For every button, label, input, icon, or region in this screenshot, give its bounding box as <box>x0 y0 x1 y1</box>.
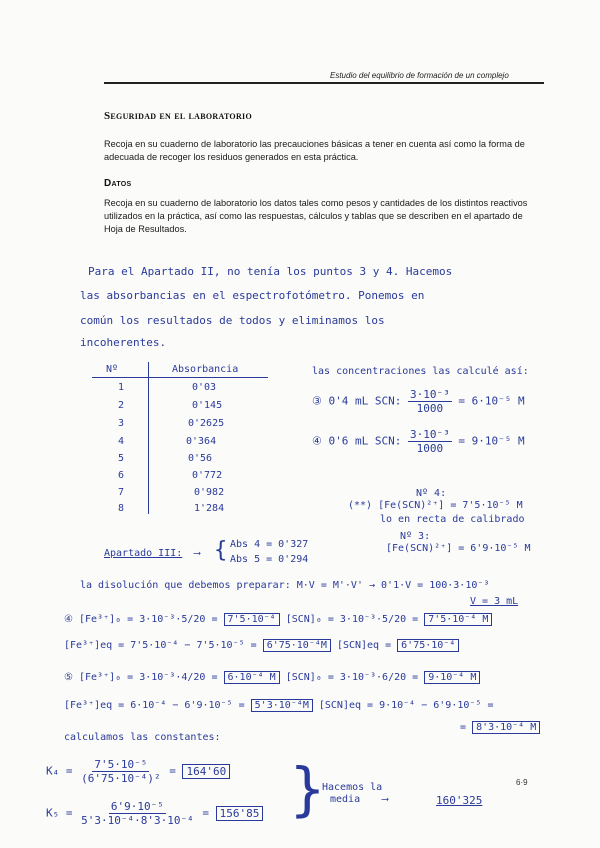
calc-text: [SCN]₀ = 3·10⁻³·6/20 = <box>285 672 419 683</box>
hw-conc-4 <box>312 428 525 455</box>
brace-icon: } <box>290 755 325 823</box>
hw-dilution-result: V = 3 mL <box>470 596 519 607</box>
table-cell-n: 2 <box>118 400 125 411</box>
conc-left: 0'4 mL SCN: <box>328 394 402 408</box>
heading-datos: Datos <box>104 178 132 189</box>
calc-result-box: 7'5·10⁻⁴ <box>224 613 280 626</box>
conc-left: 0'6 mL SCN: <box>328 434 402 448</box>
hw-intro-3: común los resultados de todos y eliminamos los <box>80 314 385 327</box>
page-number: 6·9 <box>516 778 528 787</box>
hw-calc4-line1 <box>64 614 492 625</box>
calc-result-box: 5'3·10⁻⁴M <box>251 699 313 712</box>
frac-denominator: 1000 <box>416 442 444 455</box>
hw-note-a: Nº 4: <box>416 488 447 499</box>
conc-number: ③ <box>312 394 322 408</box>
conc-result: = 9·10⁻⁵ M <box>458 434 525 448</box>
k5-label: K₅ = <box>46 806 73 820</box>
hw-conc-3 <box>312 388 525 415</box>
frac-numerator: 3·10⁻³ <box>409 428 450 441</box>
hw-abs5: Abs 5 = 0'294 <box>230 554 309 565</box>
conc-fraction <box>408 428 452 455</box>
heading-seguridad: Seguridad en el laboratorio <box>104 110 252 122</box>
hw-abs4: Abs 4 = 0'327 <box>230 539 309 550</box>
calc-number: ④ <box>64 614 73 625</box>
table-cell-n: 1 <box>118 382 125 393</box>
calc-text: [SCN]eq = 9·10⁻⁴ − 6'9·10⁻⁵ = <box>318 700 494 711</box>
frac-denominator: (6'75·10⁻⁴)² <box>81 772 161 785</box>
calc-result-box: 9·10⁻⁴ M <box>424 671 480 684</box>
hw-note-b: (**) [Fe(SCN)²⁺] = 7'5·10⁻⁵ M <box>348 500 523 511</box>
conc-number: ④ <box>312 434 322 448</box>
table-column-line <box>148 362 149 514</box>
calc-result-box: 6'75·10⁻⁴M <box>263 639 331 652</box>
hw-calc4-line2 <box>64 640 459 651</box>
paragraph-seguridad: Recoja en su cuaderno de laboratorio las precauciones básicas a tener en cuenta así como la forma de adecuada de recoger los residuos generados en esta práctica. <box>104 139 525 162</box>
table-cell-abs: 0'03 <box>192 382 217 393</box>
hw-intro-1: Para el Apartado II, no tenía los puntos 3 y 4. Hacemos <box>88 265 453 278</box>
table-cell-abs: 0'364 <box>186 436 217 447</box>
table-cell-n: 6 <box>118 470 125 481</box>
calc-text: [SCN]eq = <box>336 640 392 651</box>
calc-text: [Fe³⁺]₀ = 3·10⁻³·4/20 = <box>79 672 218 683</box>
hw-dilution: la disolución que debemos preparar: M·V = M'·V' → 0'1·V = 100·3·10⁻³ <box>80 580 490 591</box>
frac-denominator: 5'3·10⁻⁴·8'3·10⁻⁴ <box>81 814 194 827</box>
table-cell-n: 3 <box>118 418 125 429</box>
hw-calc5-line2 <box>64 700 493 711</box>
hw-note-d: Nº 3: <box>400 531 431 542</box>
calc-number: ⑤ <box>64 672 73 683</box>
calc-result-box: 6'75·10⁻⁴ <box>397 639 459 652</box>
k4-value-box: 164'60 <box>182 764 230 779</box>
calc-text: [Fe³⁺]₀ = 3·10⁻³·5/20 = <box>79 614 218 625</box>
k5-value-box: 156'85 <box>216 806 264 821</box>
conc-fraction <box>408 388 452 415</box>
table-cell-n: 7 <box>118 487 125 498</box>
hw-intro-4: incoherentes. <box>80 336 167 349</box>
frac-numerator: 6'9·10⁻⁵ <box>110 800 164 813</box>
table-cell-abs: 0'2625 <box>188 418 225 429</box>
hw-k5: K₅ = $\frac{\text{6'9·10⁻⁵}}{\text{5'3·10⁻⁴·8'3·10⁻⁴}}$ = 156'85 <box>46 800 263 827</box>
header-rule <box>104 82 544 84</box>
hw-media-value: 160'325 <box>436 794 483 807</box>
conc-result: = 6·10⁻⁵ M <box>458 394 525 408</box>
table-header-abs: Absorbancia <box>172 364 239 375</box>
hw-conc-title: las concentraciones las calculé así: <box>312 366 529 377</box>
hw-media-label-1: Hacemos la <box>322 782 383 793</box>
arrow-icon: ⟶ <box>382 794 389 805</box>
paragraph-datos: Recoja en su cuaderno de laboratorio los datos tales como pesos y cantidades de los distintos reactivos utilizados en la práctica, así como las respuestas, cálculos y tablas que se describen en el apartado de Hoja de Resultados. <box>104 198 528 234</box>
table-cell-abs: 0'145 <box>192 400 223 411</box>
table-header-line <box>92 377 268 378</box>
arrow-icon: ⟶ <box>194 548 201 559</box>
k4-fraction <box>79 758 162 785</box>
hw-apartado3-label: Apartado III: <box>104 548 183 559</box>
table-cell-n: 8 <box>118 503 125 514</box>
frac-numerator: 3·10⁻³ <box>409 388 450 401</box>
calc-result-box: 6·10⁻⁴ M <box>224 671 280 684</box>
frac-numerator: 7'5·10⁻⁵ <box>94 758 148 771</box>
hw-calc5-line3: = 8'3·10⁻⁴ M <box>460 722 540 733</box>
table-cell-n: 4 <box>118 436 125 447</box>
calc-text: [Fe³⁺]eq = 7'5·10⁻⁴ − 7'5·10⁻⁵ = <box>64 640 257 651</box>
k5-fraction <box>79 800 196 827</box>
table-cell-abs: 1'284 <box>194 503 225 514</box>
running-title: Estudio del equilibrio de formación de un complejo <box>330 71 509 80</box>
table-cell-n: 5 <box>118 453 125 464</box>
calc-text: [Fe³⁺]eq = 6·10⁻⁴ − 6'9·10⁻⁵ = <box>64 700 245 711</box>
calc-result-box: 7'5·10⁻⁴ M <box>424 613 492 626</box>
hw-calc5-line1 <box>64 672 480 683</box>
calc-result-box: 8'3·10⁻⁴ M <box>472 721 540 734</box>
k4-label: K₄ = <box>46 764 73 778</box>
brace-icon: { <box>214 538 228 563</box>
hw-k4: K₄ = $\frac{\text{7'5·10⁻⁵}}{\text{(6'75·10⁻⁴)²}}$ = 164'60 <box>46 758 230 785</box>
table-cell-abs: 0'982 <box>194 487 225 498</box>
hw-note-c: lo en recta de calibrado <box>380 514 525 525</box>
table-header-n: Nº <box>106 364 119 375</box>
hw-constants-title: calculamos las constantes: <box>64 732 221 743</box>
calc-text: [SCN]₀ = 3·10⁻³·5/20 = <box>285 614 419 625</box>
frac-denominator: 1000 <box>416 402 444 415</box>
table-cell-abs: 0'772 <box>192 470 223 481</box>
table-cell-abs: 0'56 <box>188 453 213 464</box>
hw-intro-2: las absorbancias en el espectrofotómetro. Ponemos en <box>80 289 425 302</box>
hw-media-label-2: media <box>330 794 361 805</box>
hw-note-e: [Fe(SCN)²⁺] = 6'9·10⁻⁵ M <box>386 543 531 554</box>
